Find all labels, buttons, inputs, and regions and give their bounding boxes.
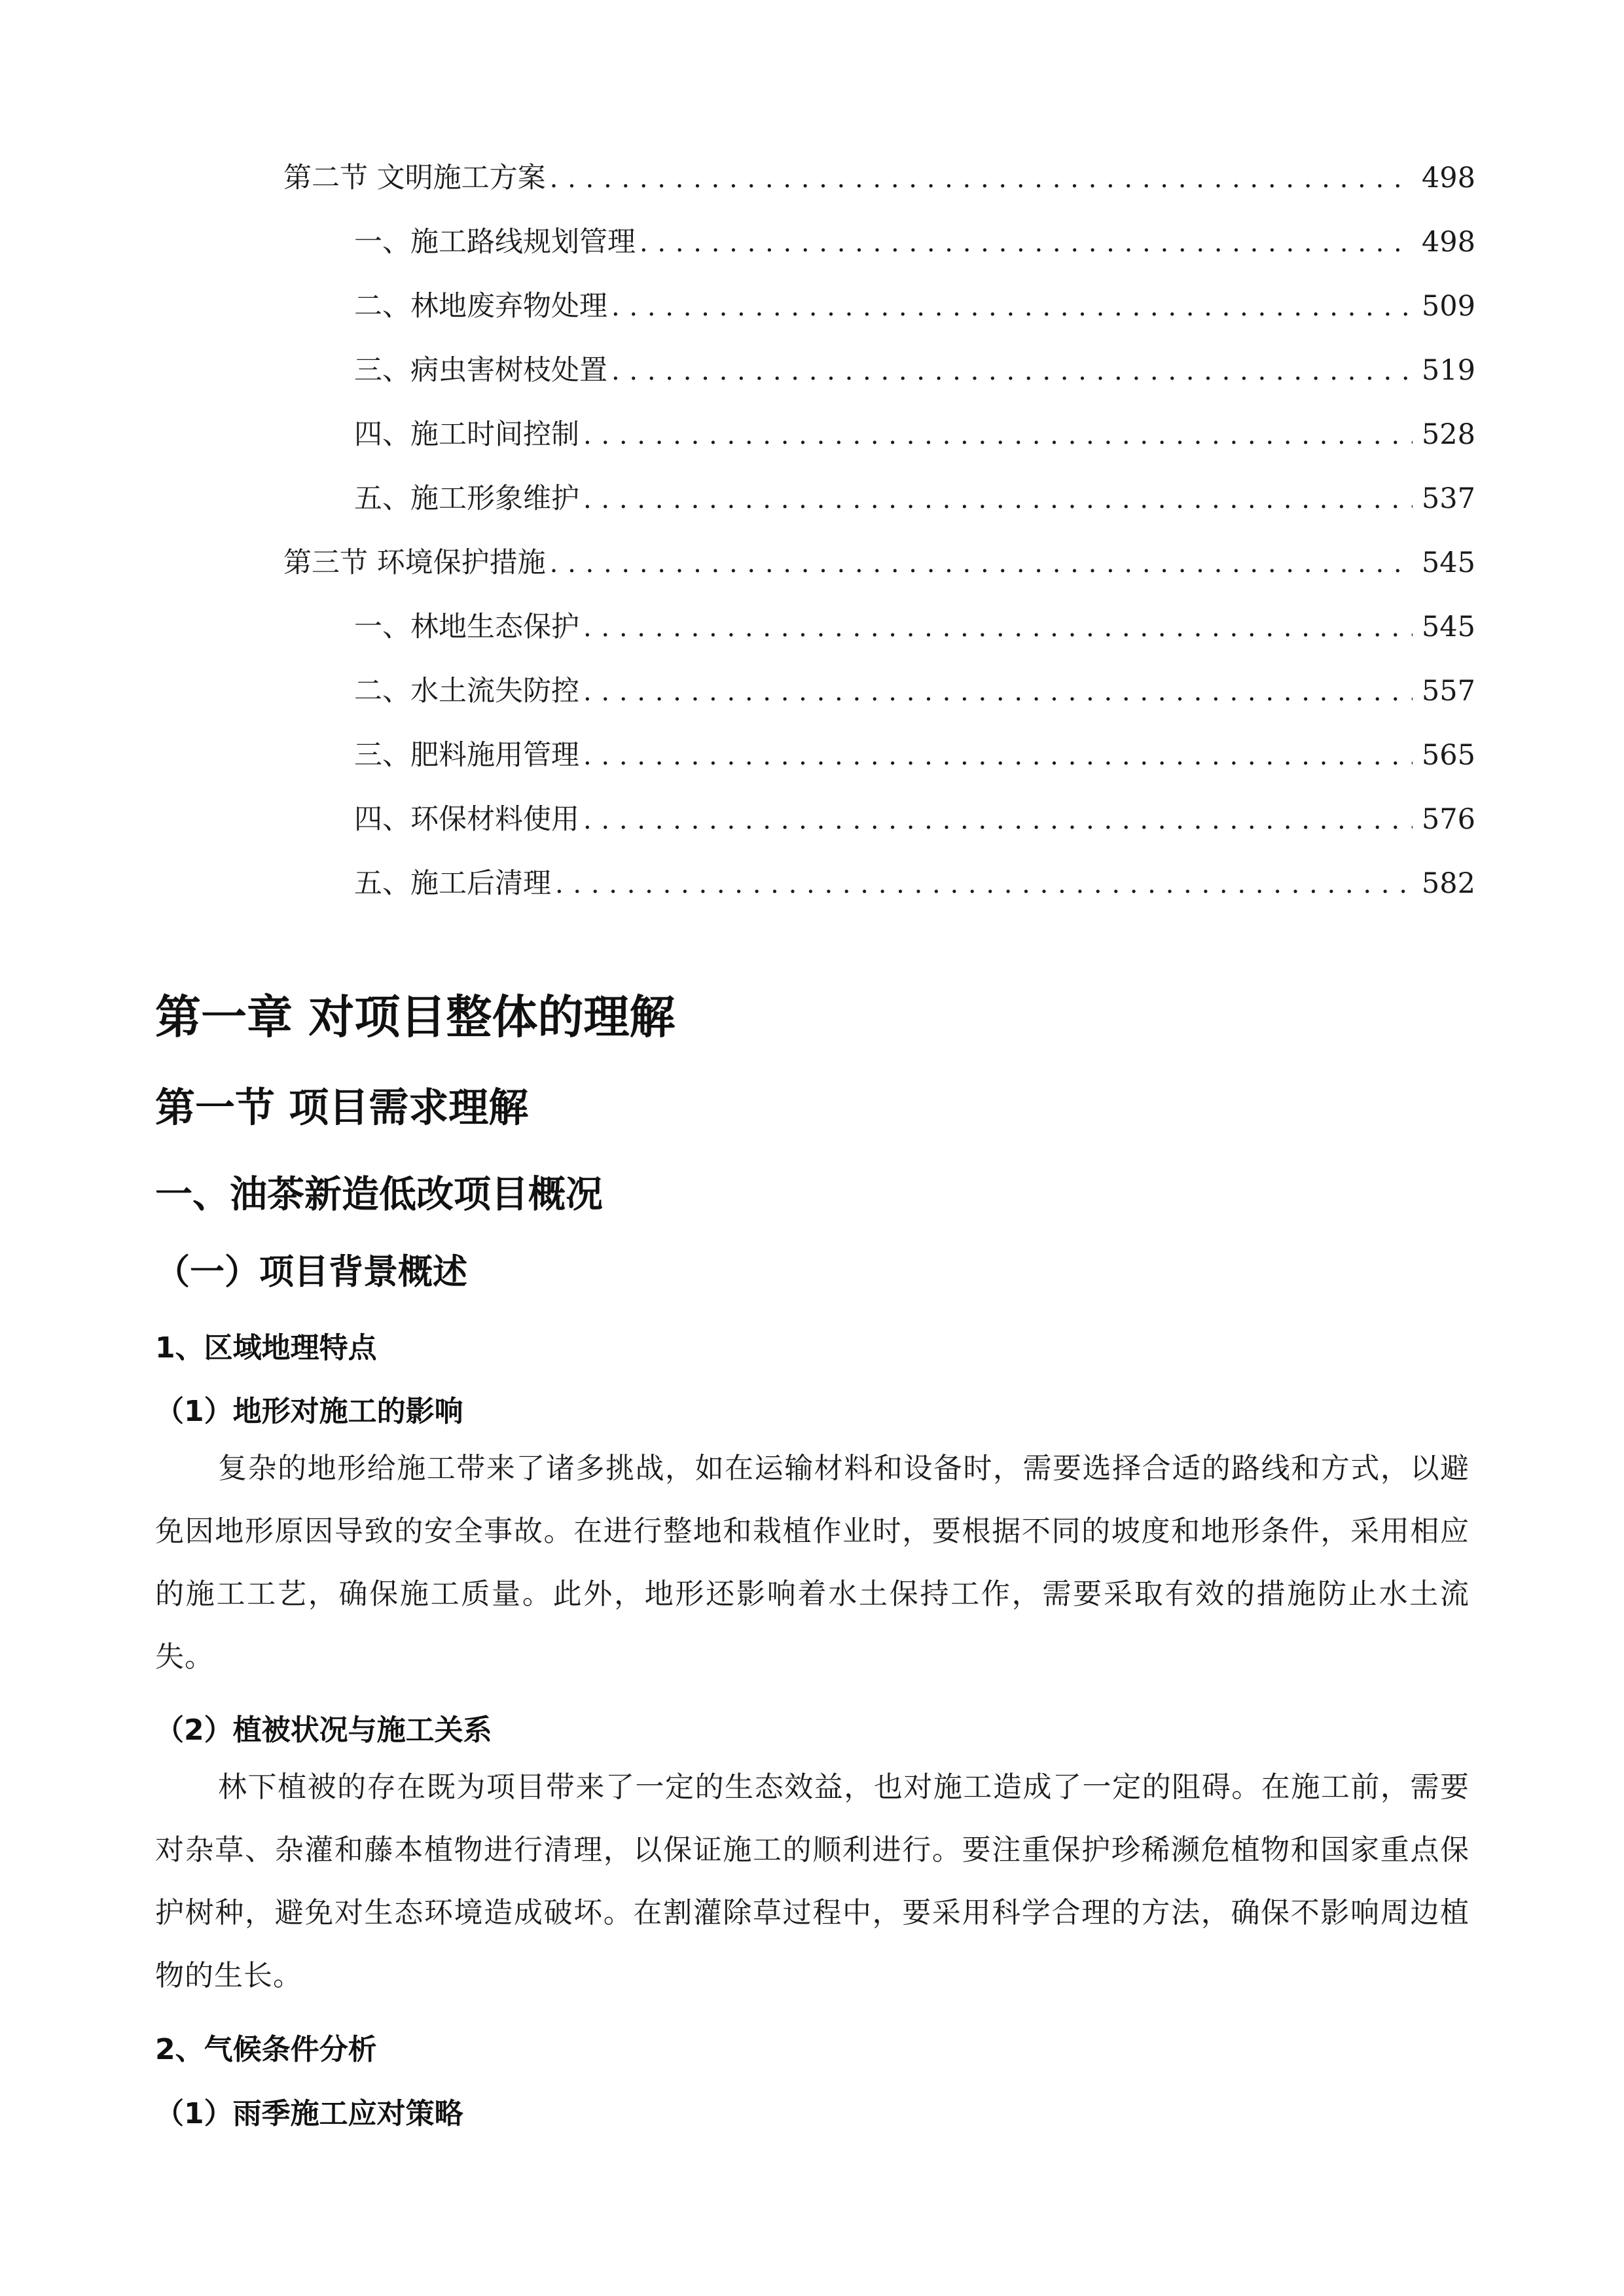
toc-entry-page: 537 [1421, 482, 1475, 515]
section-title: 第一节 项目需求理解 [155, 1085, 529, 1131]
toc-entry[interactable] [354, 864, 1475, 903]
toc-leader-dots [611, 351, 1413, 391]
toc-entry-page: 582 [1421, 867, 1475, 900]
toc-entry-number: 一、 [354, 226, 410, 259]
body-paragraph: 复杂的地形给施工带来了诸多挑战，如在运输材料和设备时，需要选择合适的路线和方式，以避免因地形原因导致的安全事故。在进行整地和栽植作业时，要根据不同的坡度和地形条件，采用相应的施工工艺，确保施工质量。此外，地形还影响着水土保持工作，需要采取有效的措施防止水土流失。 [155, 1452, 1470, 1674]
toc-leader-dots [583, 607, 1413, 647]
toc-entry-page: 545 [1421, 547, 1475, 579]
toc-entry-title: 病虫害树枝处置 [410, 354, 607, 387]
toc-entry[interactable] [283, 158, 1475, 198]
toc-entry-number: 二、 [354, 675, 410, 708]
toc-entry-number: 四、 [354, 418, 410, 451]
toc-entry-title: 环保材料使用 [410, 803, 579, 836]
toc-leader-dots [583, 800, 1413, 840]
toc-entry[interactable] [354, 223, 1475, 262]
toc-entry-title: 第二节 文明施工方案 [283, 162, 546, 194]
toc-entry-title: 林地废弃物处理 [410, 290, 607, 323]
toc-entry-number: 四、 [354, 803, 410, 836]
toc-entry-title: 施工形象维护 [410, 482, 579, 515]
toc-entry-number: 三、 [354, 354, 410, 387]
toc-entry[interactable] [354, 607, 1475, 647]
toc-entry[interactable] [354, 351, 1475, 390]
toc-entry-title: 施工路线规划管理 [410, 226, 636, 259]
toc-entry[interactable] [354, 479, 1475, 518]
toc-entry-page: 509 [1421, 290, 1475, 323]
toc-entry-page: 565 [1421, 739, 1475, 772]
topic-title: 2、气候条件分析 [155, 2033, 377, 2066]
toc-entry-number: 一、 [354, 611, 410, 643]
toc-leader-dots [555, 864, 1413, 904]
toc-entry[interactable] [354, 287, 1475, 326]
toc-entry[interactable] [354, 736, 1475, 775]
sub-subsection-title: （一）项目背景概述 [155, 1252, 467, 1292]
toc-leader-dots [583, 736, 1413, 776]
toc-entry-title: 水土流失防控 [410, 675, 579, 708]
toc-leader-dots [640, 223, 1413, 262]
toc-leader-dots [583, 479, 1413, 519]
subsection-title: 一、油茶新造低改项目概况 [155, 1173, 603, 1216]
toc-entry-page: 519 [1421, 354, 1475, 387]
toc-entry-title: 施工后清理 [410, 867, 551, 900]
toc-entry-title: 施工时间控制 [410, 418, 579, 451]
toc-leader-dots [611, 287, 1413, 327]
body-paragraph: 林下植被的存在既为项目带来了一定的生态效益，也对施工造成了一定的阻碍。在施工前，需要对杂草、杂灌和藤本植物进行清理，以保证施工的顺利进行。要注重保护珍稀濒危植物和国家重点保护树种，避免对生态环境造成破坏。在割灌除草过程中，要采用科学合理的方法，确保不影响周边植物的生长。 [155, 1770, 1470, 1992]
toc-entry-page: 528 [1421, 418, 1475, 451]
toc-entry[interactable] [283, 543, 1475, 583]
toc-entry-number: 三、 [354, 739, 410, 772]
toc-entry-page: 545 [1421, 611, 1475, 643]
item-title: （1）雨季施工应对策略 [155, 2097, 463, 2130]
toc-entry-page: 498 [1421, 226, 1475, 259]
toc-entry[interactable] [354, 800, 1475, 839]
toc-entry[interactable] [354, 672, 1475, 711]
toc-entry-title: 肥料施用管理 [410, 739, 579, 772]
toc-entry-title: 林地生态保护 [410, 611, 579, 643]
toc-leader-dots [583, 672, 1413, 711]
topic-title: 1、区域地理特点 [155, 1331, 377, 1365]
item-title: （1）地形对施工的影响 [155, 1395, 463, 1428]
item-title: （2）植被状况与施工关系 [155, 1713, 492, 1747]
toc-entry[interactable] [354, 415, 1475, 454]
toc-entry-page: 576 [1421, 803, 1475, 836]
toc-entry-title: 第三节 环境保护措施 [283, 547, 546, 579]
toc-leader-dots [550, 158, 1413, 198]
toc-entry-number: 五、 [354, 482, 410, 515]
chapter-title: 第一章 对项目整体的理解 [155, 990, 676, 1044]
toc-entry-page: 498 [1421, 162, 1475, 194]
toc-leader-dots [583, 415, 1413, 455]
toc-leader-dots [550, 543, 1413, 583]
toc-entry-number: 二、 [354, 290, 410, 323]
toc-entry-number: 五、 [354, 867, 410, 900]
toc-entry-page: 557 [1421, 675, 1475, 708]
